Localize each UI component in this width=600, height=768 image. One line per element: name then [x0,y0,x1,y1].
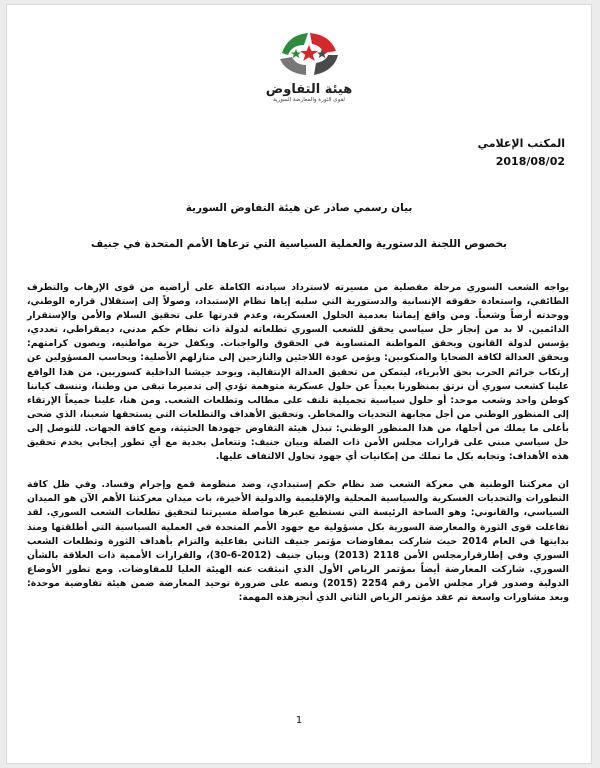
logo-subtitle: لقوى الثورة والمعارضة السورية [273,97,345,103]
logo-mark-icon [274,23,344,81]
statement-title: بيان رسمي صادر عن هيئة التفاوض السورية [185,202,413,214]
logo [257,23,361,113]
body-paragraph: ان معركتنا الوطنية هي معركة الشعب ضد نظام حكم إستبدادي، وضد منظومة قمع وإجرام وفساد. وفي ظل كافة التطورات والتحديات العسكرية والسياسية المحلية والإقليمية والدولية الأخيرة، بات ميدان معركتنا الأهم الآن هو الميدان السياسي، والقانوني: وهو الساحة الرئيسة التي نستطيع عبرها مواصلة مسيرتنا لتحقيق تطلعات الشعب السوري. لقد تفاعلت قوى الثورة والمعارضة السورية بكل مسؤولية مع جهود الأمم المتحدة في العملية السياسية التي أطلقتها ومنذ بدايتها في العام 2014 حيث شاركت بمفاوضات مؤتمر جنيف الثاني بفاعلية والتزام بأهداف الثورة وتطلعات الشعب السوري وفي إطارقرارمجلس الأمن 2118 (2013) وبيان جنيف (2012-6-30)، والقرارات الأممية ذات العلاقة بالشأن السوري. شاركت المعارضة أيضاً بمؤتمر الرياض الأول الذي انبثقت عنه الهيئة العليا للمفاوضات. ومع تطور الأوضاع الدولية وصدور قرار مجلس الأمن رقم 2254 (2015) ونصه على ضرورة توحيد المعارضة ضمن هيئة تفاوضية موحدة: وبعد مشاورات واسعة تم عقد مؤتمر الرياض الثاني الذي أنجزهذه المهمة: [27,479,569,603]
logo-title: هيئة التفاوض [265,82,353,97]
statement-subtitle: بخصوص اللجنة الدستورية والعملية السياسية التي ترعاها الأمم المتحدة في جنيف [91,238,507,250]
statement-titles [27,201,571,252]
page-number: 1 [295,715,303,726]
office-header [478,135,565,171]
body-paragraph: يواجه الشعب السوري مرحلة مفصلية من مسيرته لاسترداد سيادته الكاملة على أراضيه من قوى الإرهاب والتطرف الطائفي، واستعادة حقوقه الإنسانية والدستورية التي سلبه إياها نظام الإستبداد، وصولاً إلى إستقلال قراره الوطني، ووحدته أرضاً وشعباً. ومن واقع إيماننا بعدمية الحلول العسكرية، وعدم قدرتها على تحقيق السلام والأمن والإستقرار الدائمين. لا بد من إنجاز حل سياسي يحقق للشعب السوري تطلعاته لدولة ذات نظام حكم مدني، ديمقراطي، تعددي، يؤسس لدولة القانون ويحقق المواطنة المتساوية في الحقوق والواجبات. ويكفل حرية مواطنيه، ويصون كرامتهم: ويحقق العدالة لكافة الضحايا والمنكوبين: ويؤمن عودة اللاجئين والنازحين إلى منازلهم الأصلية: ويحاسب المسؤولين عن إرتكاب جرائم الحرب بحق الأبرياء، ليتمكن من تحقيق العدالة الإنتقالية. ويوحد جيشنا الداخلية كسوريين. من هذا الواقع علينا كشعب سوري أن نرتق بمنظورنا بعيداً عن حلول عسكرية متوهمة تؤدي إلى تدميرما تبقى من وطننا، وتنسف كياننا كوطن واحد وشعب موحد: أو حلول سياسية تجميلية تلتف على مطالب وتطلعات الشعب. ومن هنا، علينا جميعاً الإرتقاء إلى المنظور الوطني من أجل مجابهة التحديات والمخاطر. وتحقيق الأهداف والتطلعات التي يستحقها شعبنا، الذي ضحى بأغلى ما يملك من أجلها، من هذا المنظور الوطني: تبذل هيئة التفاوض جهودها الحثيثة، ومع كافة الجهات. للتوصل إلى حل سياسي مبني على قرارات مجلس الأمن ذات الصلة وبيان جنيف: وتتعامل بجدية مع أي تطور إيجابي يخدم تحقيق هذه الأهداف: وتجابه بكل ما تملك من إمكانيات أي جهود تحاول الالتفاف عليها. [27,282,569,463]
statement-body [27,281,569,605]
statement-date: 2018/08/02 [495,155,565,168]
document-page [6,4,592,764]
media-office-label: المكتب الإعلامي [477,137,565,150]
